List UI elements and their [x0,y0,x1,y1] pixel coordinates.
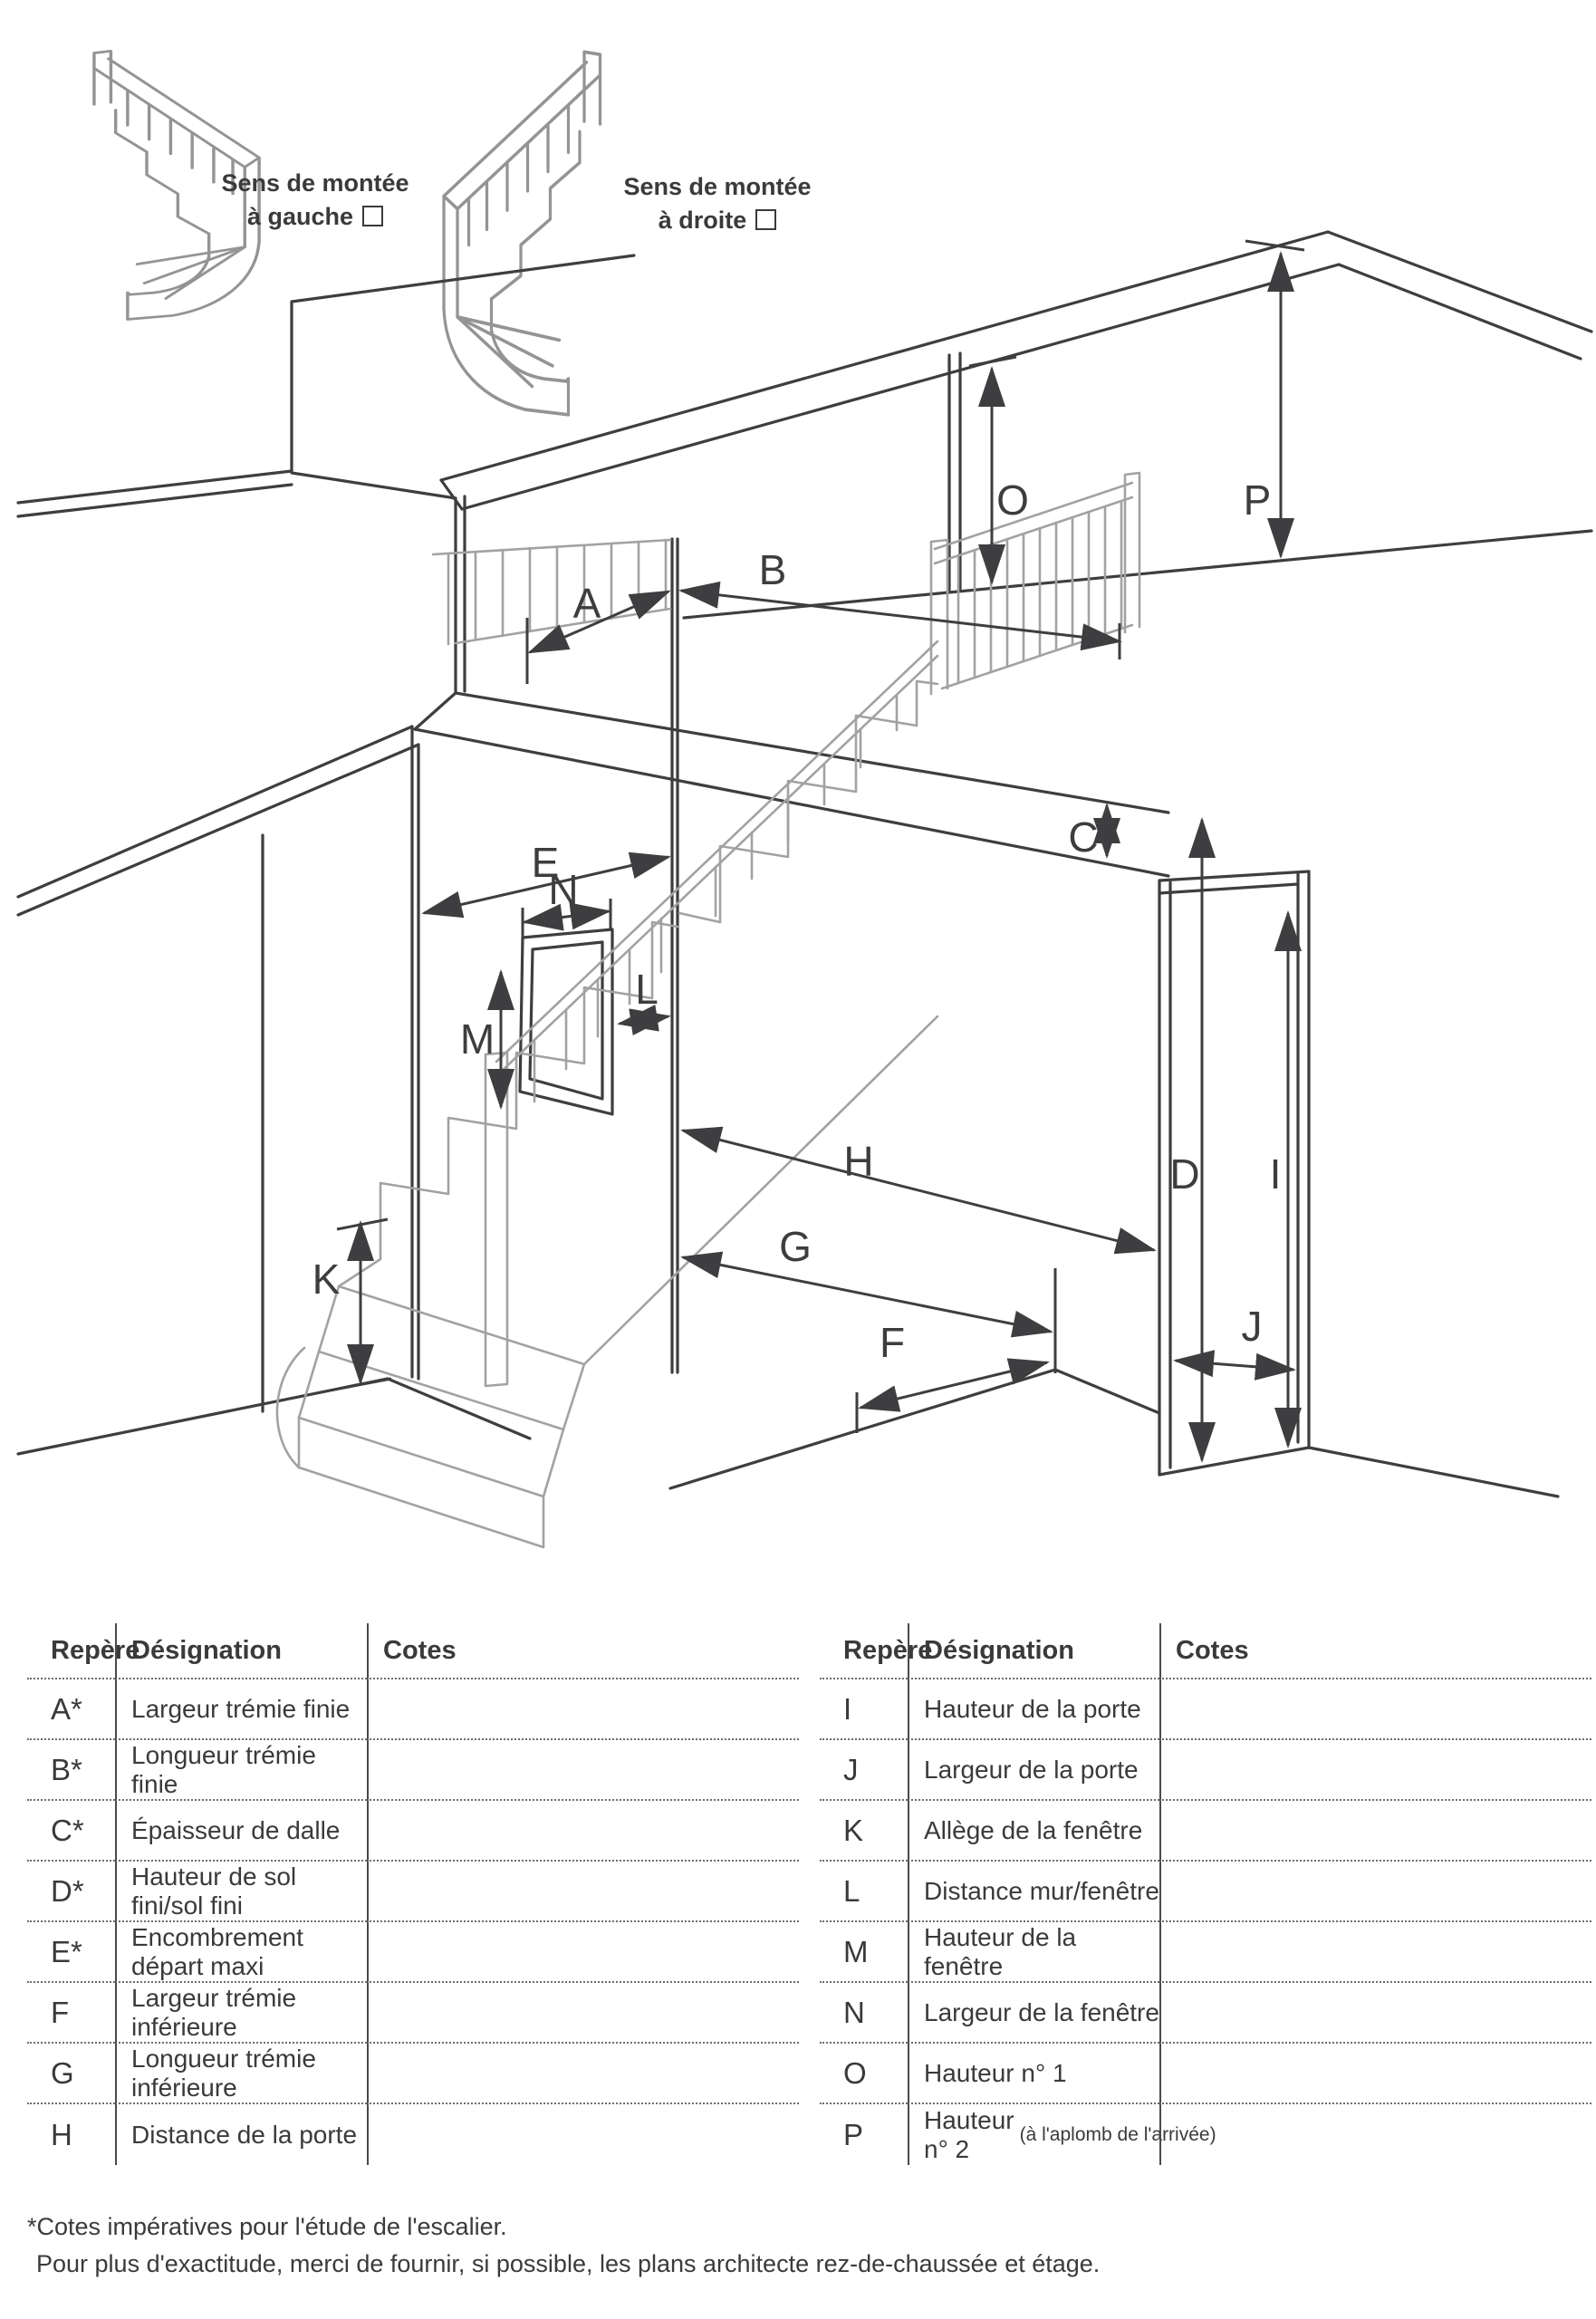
table-row [820,1801,1591,1862]
cotes-cell [367,2104,799,2165]
table-row [27,1862,799,1922]
table-row [820,1922,1591,1983]
dim-label-I: I [1269,1150,1282,1198]
table-row [27,1922,799,1983]
designation-cell: Largeur de la porte [908,1740,1159,1801]
designation-cell: Distance de la porte [115,2104,367,2165]
roof-lines [441,232,1591,509]
header-designation: Désignation [908,1623,1159,1679]
dim-label-C: C [1068,813,1099,861]
cotes-cell [367,1983,799,2044]
direction-left-line1: Sens de montée [221,169,409,197]
cotes-cell [367,2044,799,2104]
table-row [820,1983,1591,2044]
repere-cell: D* [27,1862,115,1922]
measurement-table-left [27,1623,799,2165]
designation-cell: Allège de la fenêtre [908,1801,1159,1862]
dim-K-ticks [337,1219,391,1389]
table-row [27,1801,799,1862]
dim-label-H: H [843,1138,874,1185]
designation-cell: Hauteur n° 1 [908,2044,1159,2104]
dim-J-line [1176,1361,1293,1370]
table-row [27,1983,799,2044]
mezzanine-back-wall [18,255,1591,618]
repere-cell: N [820,1983,908,2044]
designation-cell: Encombrement départ maxi [115,1922,367,1983]
repere-cell: F [27,1983,115,2044]
table-row [27,2044,799,2104]
dim-label-D: D [1169,1150,1200,1198]
dim-label-K: K [312,1256,341,1303]
dim-label-A: A [572,580,601,627]
table-row [820,2044,1591,2104]
dim-label-N: N [548,866,579,913]
designation-note: (à l'aplomb de l'arrivée) [1019,2123,1216,2145]
repere-cell: I [820,1679,908,1740]
measurement-table-right [820,1623,1591,2165]
repere-cell: E* [27,1922,115,1983]
cotes-cell [1159,2104,1591,2165]
cotes-cell [1159,1740,1591,1801]
dim-label-G: G [779,1223,812,1270]
repere-cell: G [27,2044,115,2104]
repere-cell: C* [27,1801,115,1862]
designation-cell: Hauteur de sol fini/sol fini [115,1862,367,1922]
dim-G-line [683,1257,1051,1332]
table-row [27,1679,799,1740]
table-row [820,1679,1591,1740]
table-row [27,2104,799,2165]
cotes-cell [1159,1801,1591,1862]
designation-cell: Hauteur de la fenêtre [908,1922,1159,1983]
designation-cell: Largeur de la fenêtre [908,1983,1159,2044]
footnote-1: *Cotes impératives pour l'étude de l'escalier. [27,2213,507,2240]
table-rows [27,1679,799,2165]
repere-cell: B* [27,1740,115,1801]
dim-label-O: O [996,476,1029,524]
header-repere: Repère [27,1623,115,1679]
dim-H-line [683,1131,1154,1250]
cotes-cell [1159,2044,1591,2104]
footnote-2: Pour plus d'exactitude, merci de fournir, si possible, les plans architecte rez-de-chaussée et étage. [36,2250,1101,2277]
designation-cell: Largeur trémie inférieure [115,1983,367,2044]
direction-right-line1: Sens de montée [623,173,812,200]
cotes-cell [367,1679,799,1740]
table-rows [820,1679,1591,2165]
repere-cell: J [820,1740,908,1801]
house-staircase-diagram [0,54,1596,1594]
table-header [27,1623,799,1679]
dimension-letters [312,476,1282,1366]
designation-cell: Distance mur/fenêtre [908,1862,1159,1922]
dim-label-J: J [1241,1303,1263,1350]
cotes-cell [367,1862,799,1922]
designation-cell: Hauteur de la porte [908,1679,1159,1740]
dim-O-tick [969,357,1016,366]
header-repere: Repère [820,1623,908,1679]
designation-cell: Largeur trémie finie [115,1679,367,1740]
repere-cell: M [820,1922,908,1983]
direction-left-line2: à gauche [197,200,433,234]
table-row [820,1740,1591,1801]
designation-cell: Hauteur n° 2 (à l'aplomb de l'arrivée) [908,2104,1159,2165]
direction-right-line2: à droite [600,204,835,237]
table-row [27,1740,799,1801]
cotes-cell [367,1740,799,1801]
dim-label-M: M [459,1015,495,1063]
designation-cell: Longueur trémie inférieure [115,2044,367,2104]
footnotes [27,2208,1100,2283]
designation-cell: Longueur trémie finie [115,1740,367,1801]
dim-L-line [620,1016,668,1024]
repere-cell: O [820,2044,908,2104]
cotes-cell [1159,1922,1591,1983]
dim-label-P: P [1243,476,1272,524]
table-row [820,1862,1591,1922]
cotes-cell [1159,1679,1591,1740]
cotes-cell [367,1922,799,1983]
header-cotes: Cotes [367,1623,799,1679]
designation-cell: Épaisseur de dalle [115,1801,367,1862]
dim-label-B: B [758,546,787,593]
dim-label-L: L [635,966,659,1013]
table-header [820,1623,1591,1679]
table-row [820,2104,1591,2165]
cotes-cell [1159,1862,1591,1922]
dim-label-E: E [531,839,560,886]
repere-cell: H [51,2117,72,2151]
header-designation: Désignation [115,1623,367,1679]
repere-cell: K [820,1801,908,1862]
repere-cell: L [820,1862,908,1922]
repere-cell: P [843,2117,864,2151]
repere-cell: A* [27,1679,115,1740]
header-cotes: Cotes [1159,1623,1591,1679]
cotes-cell [367,1801,799,1862]
cotes-cell [1159,1983,1591,2044]
dim-label-F: F [879,1319,906,1366]
